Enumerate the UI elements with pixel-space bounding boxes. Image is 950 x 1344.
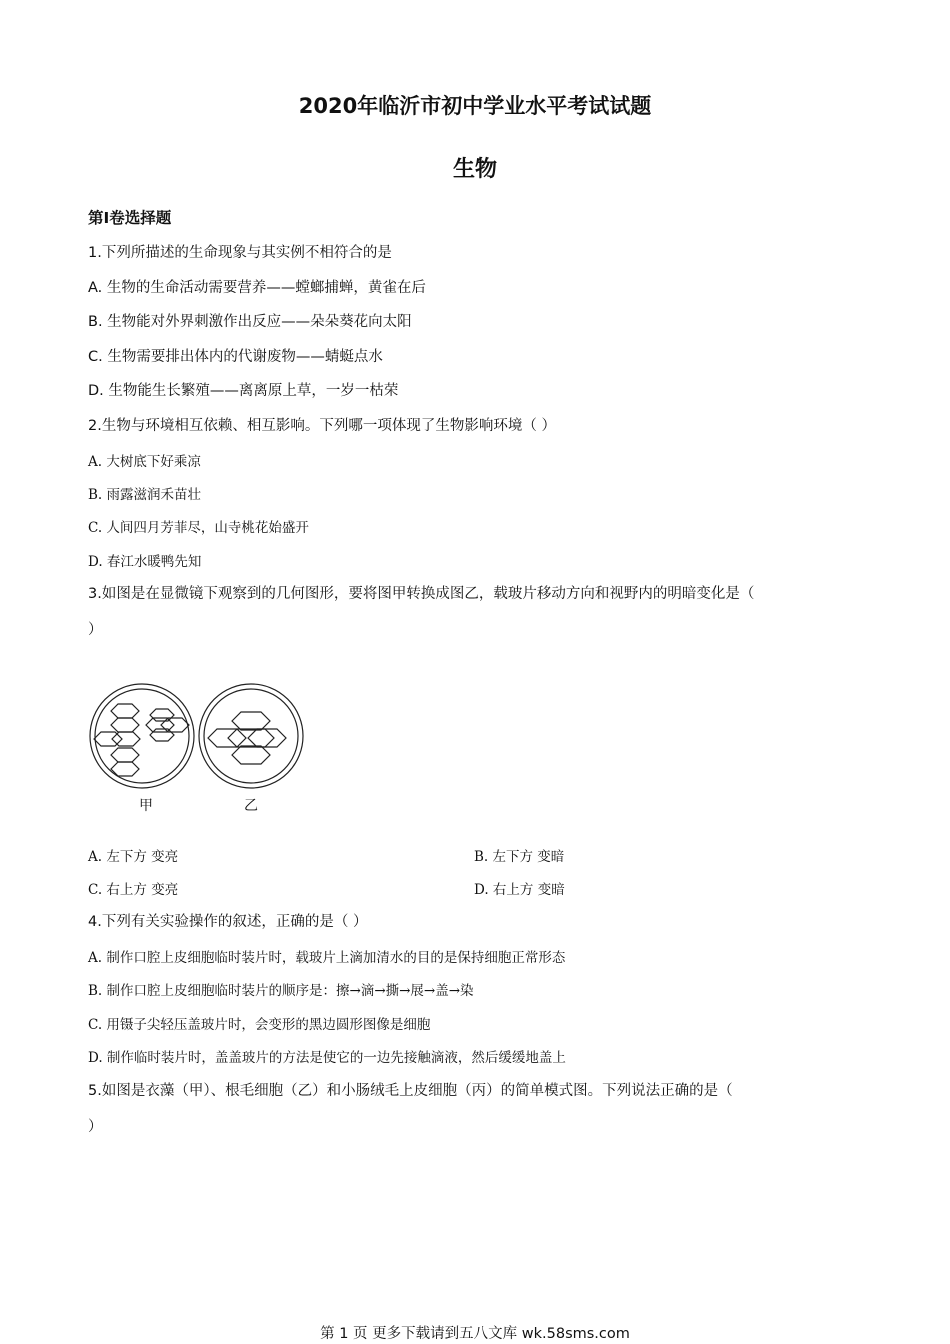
view-jia-hexagons	[94, 704, 189, 776]
question-2-stem: 2.生物与环境相互依赖、相互影响。下列哪一项体现了生物影响环境（ ）	[88, 418, 556, 434]
document-subject: 生物	[452, 157, 497, 182]
question-3-option-d: D. 右上方 变暗	[474, 882, 565, 898]
question-5-stem: 5.如图是衣藻（甲）、根毛细胞（乙）和小肠绒毛上皮细胞（丙）的简单模式图。下列说法正确的是（	[88, 1083, 733, 1099]
question-5-stem-continued: ）	[88, 1119, 103, 1135]
view-yi-circle	[199, 684, 303, 788]
view-jia-circle	[90, 684, 194, 788]
question-1-option-c: C. 生物需要排出体内的代谢废物——蜻蜓点水	[88, 349, 383, 365]
view-jia-inner-circle	[95, 689, 189, 783]
question-1-stem: 1.下列所描述的生命现象与其实例不相符合的是	[88, 245, 392, 261]
question-2-option-c: C. 人间四月芳菲尽，山寺桃花始盛开	[88, 520, 309, 536]
page-footer: 第 1 页 更多下载请到五八文库 wk.58sms.com	[320, 1326, 630, 1342]
view-yi-hexagons	[208, 712, 286, 764]
question-1-option-b: B. 生物能对外界刺激作出反应——朵朵葵花向太阳	[88, 314, 412, 330]
question-3-option-a: A. 左下方 变亮	[88, 849, 179, 865]
figure-label-jia: 甲	[139, 798, 153, 814]
section-heading: 第Ⅰ卷选择题	[88, 209, 172, 227]
question-3-stem: 3.如图是在显微镜下观察到的几何图形，要将图甲转换成图乙，载玻片移动方向和视野内的明暗变化是（	[88, 586, 755, 602]
question-2-option-d: D. 春江水暖鸭先知	[88, 554, 202, 570]
question-4-stem: 4.下列有关实验操作的叙述，正确的是（ ）	[88, 914, 368, 930]
question-2-option-b: B. 雨露滋润禾苗壮	[88, 487, 202, 503]
microscope-figure	[86, 683, 308, 814]
microscope-views-diagram	[86, 683, 308, 791]
question-1-option-d: D. 生物能生长繁殖——离离原上草，一岁一枯荣	[88, 383, 399, 399]
question-4-option-a: A. 制作口腔上皮细胞临时装片时，载玻片上滴加清水的目的是保持细胞正常形态	[88, 950, 566, 966]
question-4-option-b: B. 制作口腔上皮细胞临时装片的顺序是：擦→滴→撕→展→盖→染	[88, 983, 474, 999]
question-3-stem-continued: ）	[88, 622, 103, 638]
question-1-option-a: A. 生物的生命活动需要营养——螳螂捕蝉，黄雀在后	[88, 280, 426, 296]
document-title: 2020年临沂市初中学业水平考试试题	[298, 94, 652, 118]
question-4-option-d: D. 制作临时装片时，盖盖玻片的方法是使它的一边先接触滴液，然后缓缓地盖上	[88, 1050, 566, 1066]
figure-label-yi: 乙	[244, 798, 258, 814]
question-2-option-a: A. 大树底下好乘凉	[88, 454, 201, 470]
question-3-option-c: C. 右上方 变亮	[88, 882, 179, 898]
question-4-option-c: C. 用镊子尖轻压盖玻片时，会变形的黑边圆形图像是细胞	[88, 1017, 431, 1033]
question-3-option-b: B. 左下方 变暗	[474, 849, 565, 865]
